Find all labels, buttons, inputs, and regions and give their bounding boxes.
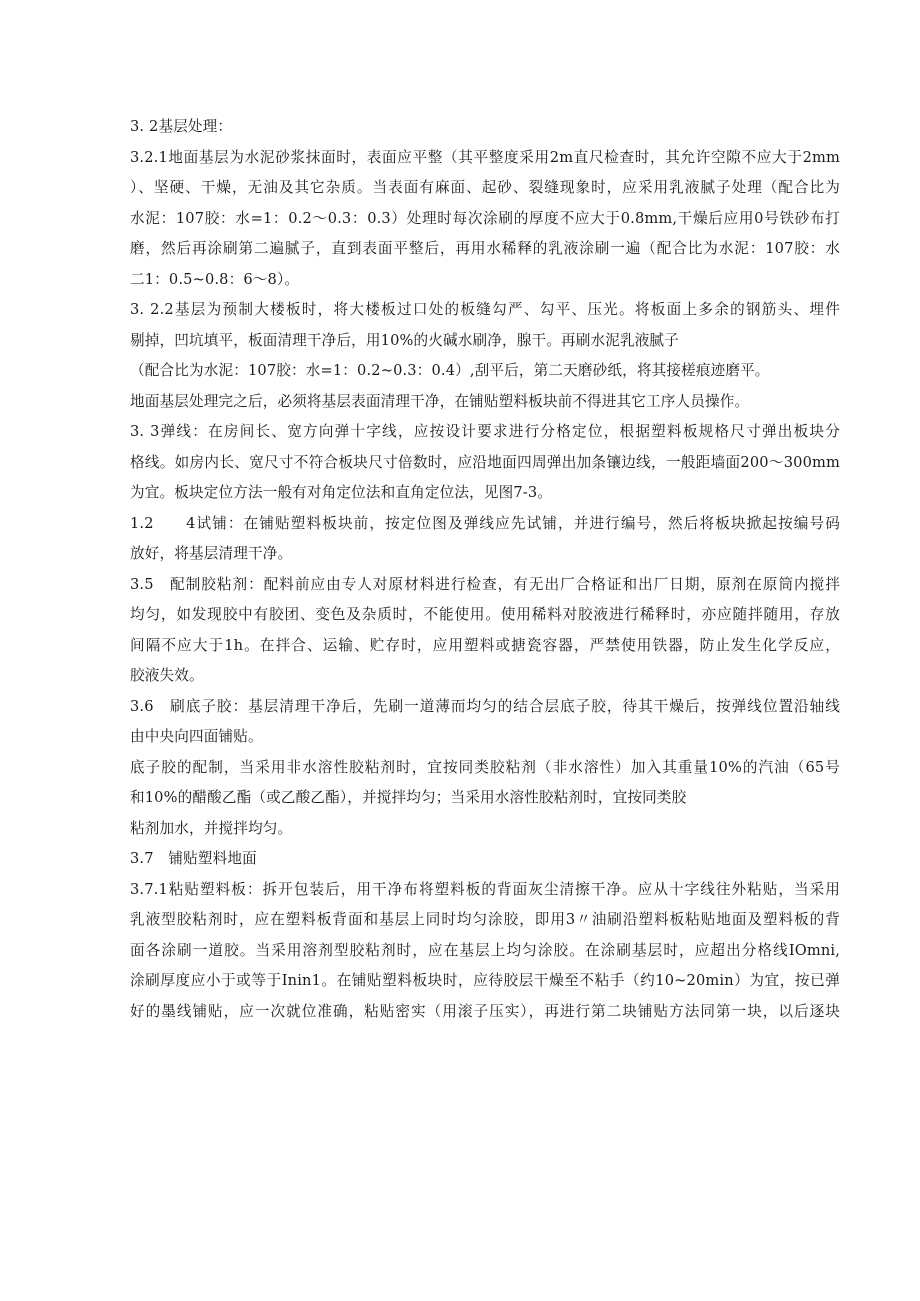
paragraph-line: 放好，将基层清理干净。 bbox=[130, 545, 293, 562]
paragraph-line: 水泥：107胶：水=1：0.2～0.3：0.3）处理时每次涂刷的厚度不应大于0.8mm,干燥后应用0号铁砂布打 bbox=[130, 209, 840, 227]
paragraph-line: 剔掉，凹坑填平，板面清理干净后，用10%的火碱水刷净，腺干。再刷水泥乳液腻子 bbox=[130, 331, 679, 349]
paragraph-line: 二1：0.5~0.8：6～8）。 bbox=[130, 270, 300, 288]
paragraph-line: 胶液失效。 bbox=[130, 667, 204, 684]
paragraph-line: 和10%的醋酸乙酯（或乙酸乙酯），并搅拌均匀；当采用水溶性胶粘剂时，宜按同类胶 bbox=[130, 789, 687, 806]
document-page bbox=[130, 116, 840, 1031]
paragraph-line: 底子胶的配制，当采用非水溶性胶粘剂时，宜按同类胶粘剂（非水溶性）加入其重量10%的汽油（65号 bbox=[130, 758, 840, 776]
paragraph-line: 3. 2.2基层为预制大楼板时，将大楼板过口处的板缝勾严、勾平、压光。将板面上多余的钢筋头、埋件 bbox=[130, 301, 840, 318]
paragraph-line: 3.6 刷底子胶：基层清理干净后，先刷一道薄而均匀的结合层底子胶，待其干燥后，按弹线位置沿轴线 bbox=[130, 697, 840, 715]
paragraph-line: 好的墨线铺贴，应一次就位准确，粘贴密实（用滚子压实），再进行第二块铺贴方法同第一块，以后逐块 bbox=[130, 1002, 840, 1020]
paragraph-line: 3.7.1粘贴塑料板：拆开包装后，用干净布将塑料板的背面灰尘清擦干净。应从十字线往外粘贴，当采用 bbox=[130, 880, 840, 898]
paragraph-line: 3. 3弹线：在房间长、宽方向弹十字线，应按设计要求进行分格定位，根据塑料板规格尺寸弹出板块分 bbox=[130, 423, 840, 440]
paragraph-line: 3.5 配制胶粘剂：配料前应由专人对原材料进行检查，有无出厂合格证和出厂日期，原剂在原筒内搅拌 bbox=[130, 575, 840, 593]
paragraph-line: 乳液型胶粘剂时，应在塑料板背面和基层上同时均匀涂胶，即用3〃油刷沿塑料板粘贴地面及塑料板的背 bbox=[130, 911, 840, 928]
heading-3-7: 3.7 铺贴塑料地面 bbox=[130, 850, 257, 867]
paragraph-line: 均匀，如发现胶中有胶团、变色及杂质时，不能使用。使用稀料对胶液进行稀释时，亦应随拌随用，存放 bbox=[130, 606, 840, 623]
paragraph-line: 涂刷厚度应小于或等于Inin1。在铺贴塑料板块时，应待胶层干燥至不粘手（约10~20min）为宜，按已弹 bbox=[130, 972, 840, 989]
paragraph-line: 3.2.1地面基层为水泥砂浆抹面时，表面应平整（其平整度采用2m直尺检查时，其允许空隙不应大于2mm bbox=[130, 148, 840, 166]
paragraph-line: 地面基层处理完之后，必须将基层表面清理干净，在铺贴塑料板块前不得进其它工序人员操作。 bbox=[130, 392, 750, 410]
paragraph-line: 面各涂刷一道胶。当采用溶剂型胶粘剂时，应在基层上均匀涂胶。在涂刷基层时，应超出分格线IOmni, bbox=[130, 941, 840, 959]
paragraph-line: 粘剂加水，并搅拌均匀。 bbox=[130, 819, 293, 837]
paragraph-line: 间隔不应大于1h。在拌合、运输、贮存时，应用塑料或搪瓷容器，严禁使用铁器，防止发生化学反应， bbox=[130, 636, 840, 654]
paragraph-line: 由中央向四面铺贴。 bbox=[130, 728, 263, 745]
paragraph-line: 为宜。板块定位方法一般有对角定位法和直角定位法，见图7-3。 bbox=[130, 484, 553, 501]
heading-3-2: 3. 2基层处理： bbox=[130, 118, 233, 135]
paragraph-line: （配合比为水泥：107胶：水=1：0.2~0.3：0.4）,刮平后，第二天磨砂纸，将其接槎痕迹磨平。 bbox=[130, 362, 770, 379]
paragraph-line: 磨，然后再涂刷第二遍腻子，直到表面平整后，再用水稀释的乳液涂刷一遍（配合比为水泥：107胶：水 bbox=[130, 240, 840, 257]
paragraph-line: 格线。如房内长、宽尺寸不符合板块尺寸倍数时，应沿地面四周弹出加条镶边线，一般距墙面200～300mm bbox=[130, 453, 840, 471]
paragraph-line: ）、坚硬、干燥，无油及其它杂质。当表面有麻面、起砂、裂缝现象时，应采用乳液腻子处理（配合比为 bbox=[130, 179, 840, 196]
paragraph-line: 1.2 4试铺：在铺贴塑料板块前，按定位图及弹线应先试铺，并进行编号，然后将板块掀起按编号码 bbox=[130, 514, 840, 532]
